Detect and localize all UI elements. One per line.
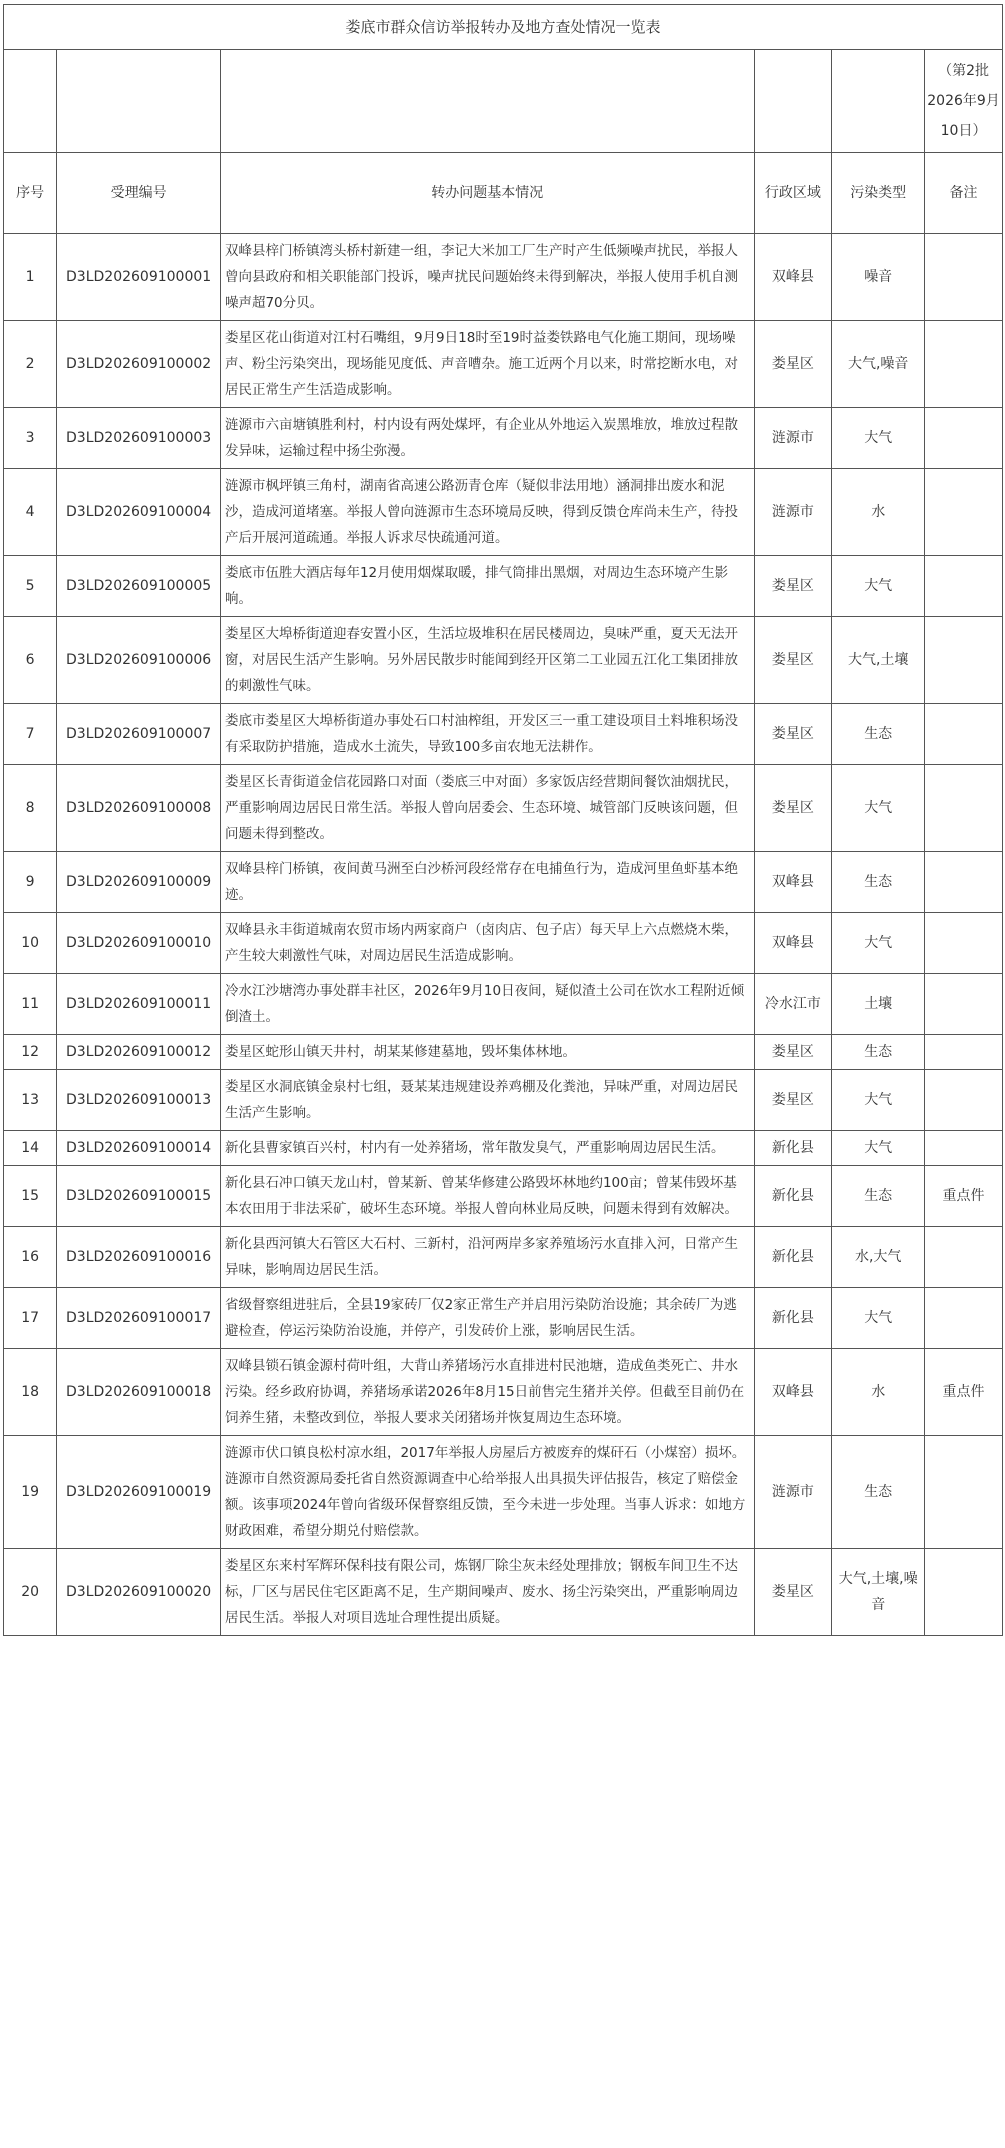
cell-desc: 娄星区东来村军辉环保科技有限公司，炼钢厂除尘灰未经处理排放；钢板车间卫生不达标，厂区与居民住宅区距离不足，生产期间噪声、废水、扬尘污染突出，严重影响周边居民生活。举报人对项目选址合理性提出质疑。 xyxy=(220,1549,754,1636)
cell-region: 冷水江市 xyxy=(754,974,832,1035)
cell-desc: 双峰县永丰街道城南农贸市场内两家商户（卤肉店、包子店）每天早上六点燃烧木柴，产生较大刺激性气味，对周边居民生活造成影响。 xyxy=(220,913,754,974)
cell-remark xyxy=(925,1035,1003,1070)
cell-desc: 涟源市枫坪镇三角村，湖南省高速公路沥青仓库（疑似非法用地）涵洞排出废水和泥沙，造成河道堵塞。举报人曾向涟源市生态环境局反映，得到反馈仓库尚未生产，待投产后开展河道疏通。举报人诉求尽快疏通河道。 xyxy=(220,469,754,556)
table-row xyxy=(4,1436,1003,1549)
cell-code: D3LD202609100014 xyxy=(57,1131,221,1166)
cell-code: D3LD202609100003 xyxy=(57,408,221,469)
cell-code: D3LD202609100006 xyxy=(57,617,221,704)
cell-type: 大气 xyxy=(832,913,925,974)
cell-code: D3LD202609100010 xyxy=(57,913,221,974)
header-remark: 备注 xyxy=(925,153,1003,234)
cell-remark xyxy=(925,852,1003,913)
header-region: 行政区域 xyxy=(754,153,832,234)
cell-no: 16 xyxy=(4,1227,57,1288)
cell-remark xyxy=(925,704,1003,765)
blank-cell xyxy=(57,50,221,153)
cell-no: 11 xyxy=(4,974,57,1035)
cell-type: 生态 xyxy=(832,1166,925,1227)
cell-remark xyxy=(925,1070,1003,1131)
cell-region: 娄星区 xyxy=(754,1549,832,1636)
cell-region: 新化县 xyxy=(754,1288,832,1349)
cell-desc: 双峰县锁石镇金源村荷叶组，大背山养猪场污水直排进村民池塘，造成鱼类死亡、井水污染。经乡政府协调，养猪场承诺2026年8月15日前售完生猪并关停。但截至目前仍在饲养生猪，未整改到位，举报人要求关闭猪场并恢复周边生态环境。 xyxy=(220,1349,754,1436)
header-type: 污染类型 xyxy=(832,153,925,234)
cell-code: D3LD202609100009 xyxy=(57,852,221,913)
cell-remark xyxy=(925,765,1003,852)
table-row xyxy=(4,408,1003,469)
table-row xyxy=(4,1288,1003,1349)
blank-cell xyxy=(832,50,925,153)
table-row xyxy=(4,1070,1003,1131)
cell-type: 大气,噪音 xyxy=(832,321,925,408)
cell-no: 19 xyxy=(4,1436,57,1549)
cell-type: 大气 xyxy=(832,408,925,469)
cell-region: 涟源市 xyxy=(754,1436,832,1549)
cell-desc: 新化县曹家镇百兴村，村内有一处养猪场，常年散发臭气，严重影响周边居民生活。 xyxy=(220,1131,754,1166)
cell-code: D3LD202609100005 xyxy=(57,556,221,617)
cell-code: D3LD202609100008 xyxy=(57,765,221,852)
cell-no: 10 xyxy=(4,913,57,974)
cell-type: 大气,土壤 xyxy=(832,617,925,704)
cell-type: 大气 xyxy=(832,1288,925,1349)
cell-code: D3LD202609100002 xyxy=(57,321,221,408)
cell-desc: 娄星区蛇形山镇天井村，胡某某修建墓地，毁坏集体林地。 xyxy=(220,1035,754,1070)
cell-no: 15 xyxy=(4,1166,57,1227)
cell-region: 娄星区 xyxy=(754,704,832,765)
cell-type: 生态 xyxy=(832,704,925,765)
cell-region: 双峰县 xyxy=(754,1349,832,1436)
cell-remark xyxy=(925,321,1003,408)
cell-type: 生态 xyxy=(832,1436,925,1549)
title-row xyxy=(4,5,1003,50)
cell-code: D3LD202609100020 xyxy=(57,1549,221,1636)
cell-no: 5 xyxy=(4,556,57,617)
cell-code: D3LD202609100007 xyxy=(57,704,221,765)
cell-remark: 重点件 xyxy=(925,1349,1003,1436)
cell-desc: 娄星区花山街道对江村石嘴组，9月9日18时至19时益娄铁路电气化施工期间，现场噪声、粉尘污染突出，现场能见度低、声音嘈杂。施工近两个月以来，时常挖断水电，对居民正常生产生活造成影响。 xyxy=(220,321,754,408)
cell-desc: 涟源市六亩塘镇胜利村，村内设有两处煤坪，有企业从外地运入炭黑堆放，堆放过程散发异味，运输过程中扬尘弥漫。 xyxy=(220,408,754,469)
cell-desc: 娄星区长青街道金信花园路口对面（娄底三中对面）多家饭店经营期间餐饮油烟扰民，严重影响周边居民日常生活。举报人曾向居委会、生态环境、城管部门反映该问题，但问题未得到整改。 xyxy=(220,765,754,852)
cell-type: 水,大气 xyxy=(832,1227,925,1288)
batch-note: （第2批2026年9月10日） xyxy=(925,50,1003,153)
cell-code: D3LD202609100011 xyxy=(57,974,221,1035)
cell-remark xyxy=(925,408,1003,469)
cell-remark xyxy=(925,617,1003,704)
cell-code: D3LD202609100018 xyxy=(57,1349,221,1436)
cell-no: 14 xyxy=(4,1131,57,1166)
cell-type: 水 xyxy=(832,1349,925,1436)
cell-code: D3LD202609100004 xyxy=(57,469,221,556)
header-no: 序号 xyxy=(4,153,57,234)
cell-remark xyxy=(925,1288,1003,1349)
cell-no: 13 xyxy=(4,1070,57,1131)
cell-region: 娄星区 xyxy=(754,1035,832,1070)
cell-no: 8 xyxy=(4,765,57,852)
table-row xyxy=(4,765,1003,852)
report-table-wrapper xyxy=(3,4,1003,1636)
cell-no: 3 xyxy=(4,408,57,469)
cell-no: 12 xyxy=(4,1035,57,1070)
table-row xyxy=(4,974,1003,1035)
cell-region: 双峰县 xyxy=(754,913,832,974)
cell-remark xyxy=(925,1436,1003,1549)
cell-remark xyxy=(925,1549,1003,1636)
table-row xyxy=(4,1227,1003,1288)
cell-no: 18 xyxy=(4,1349,57,1436)
cell-no: 20 xyxy=(4,1549,57,1636)
cell-type: 大气 xyxy=(832,1131,925,1166)
cell-region: 娄星区 xyxy=(754,617,832,704)
cell-region: 娄星区 xyxy=(754,1070,832,1131)
cell-desc: 双峰县梓门桥镇湾头桥村新建一组，李记大米加工厂生产时产生低频噪声扰民，举报人曾向县政府和相关职能部门投诉，噪声扰民问题始终未得到解决，举报人使用手机自测噪声超70分贝。 xyxy=(220,234,754,321)
cell-desc: 娄底市娄星区大埠桥街道办事处石口村油榨组，开发区三一重工建设项目土料堆积场没有采取防护措施，造成水土流失，导致100多亩农地无法耕作。 xyxy=(220,704,754,765)
cell-region: 双峰县 xyxy=(754,852,832,913)
cell-code: D3LD202609100017 xyxy=(57,1288,221,1349)
table-row xyxy=(4,617,1003,704)
table-row xyxy=(4,234,1003,321)
table-row xyxy=(4,1166,1003,1227)
cell-desc: 省级督察组进驻后，全县19家砖厂仅2家正常生产并启用污染防治设施；其余砖厂为逃避检查，停运污染防治设施，并停产，引发砖价上涨，影响居民生活。 xyxy=(220,1288,754,1349)
cell-remark xyxy=(925,913,1003,974)
header-row xyxy=(4,153,1003,234)
cell-no: 9 xyxy=(4,852,57,913)
cell-type: 水 xyxy=(832,469,925,556)
table-row xyxy=(4,1035,1003,1070)
cell-desc: 新化县西河镇大石管区大石村、三新村，沿河两岸多家养殖场污水直排入河，日常产生异味，影响周边居民生活。 xyxy=(220,1227,754,1288)
cell-type: 大气,土壤,噪音 xyxy=(832,1549,925,1636)
cell-type: 生态 xyxy=(832,852,925,913)
cell-code: D3LD202609100015 xyxy=(57,1166,221,1227)
cell-remark: 重点件 xyxy=(925,1166,1003,1227)
cell-region: 新化县 xyxy=(754,1227,832,1288)
table-row xyxy=(4,852,1003,913)
cell-region: 涟源市 xyxy=(754,408,832,469)
cell-desc: 娄星区水洞底镇金泉村七组，聂某某违规建设养鸡棚及化粪池，异味严重，对周边居民生活产生影响。 xyxy=(220,1070,754,1131)
header-code: 受理编号 xyxy=(57,153,221,234)
table-row xyxy=(4,913,1003,974)
cell-remark xyxy=(925,234,1003,321)
cell-region: 娄星区 xyxy=(754,765,832,852)
cell-code: D3LD202609100001 xyxy=(57,234,221,321)
blank-cell xyxy=(4,50,57,153)
cell-type: 噪音 xyxy=(832,234,925,321)
cell-type: 大气 xyxy=(832,556,925,617)
table-row xyxy=(4,1349,1003,1436)
cell-desc: 双峰县梓门桥镇，夜间黄马洲至白沙桥河段经常存在电捕鱼行为，造成河里鱼虾基本绝迹。 xyxy=(220,852,754,913)
cell-region: 娄星区 xyxy=(754,321,832,408)
cell-region: 双峰县 xyxy=(754,234,832,321)
cell-remark xyxy=(925,974,1003,1035)
report-table xyxy=(3,4,1003,1636)
cell-desc: 娄底市伍胜大酒店每年12月使用烟煤取暖，排气筒排出黑烟，对周边生态环境产生影响。 xyxy=(220,556,754,617)
cell-code: D3LD202609100012 xyxy=(57,1035,221,1070)
cell-remark xyxy=(925,1131,1003,1166)
blank-cell xyxy=(754,50,832,153)
header-desc: 转办问题基本情况 xyxy=(220,153,754,234)
cell-no: 1 xyxy=(4,234,57,321)
cell-type: 生态 xyxy=(832,1035,925,1070)
cell-no: 2 xyxy=(4,321,57,408)
cell-remark xyxy=(925,469,1003,556)
batch-row xyxy=(4,50,1003,153)
cell-code: D3LD202609100019 xyxy=(57,1436,221,1549)
cell-type: 大气 xyxy=(832,1070,925,1131)
cell-region: 娄星区 xyxy=(754,556,832,617)
cell-code: D3LD202609100013 xyxy=(57,1070,221,1131)
table-row xyxy=(4,556,1003,617)
table-row xyxy=(4,1131,1003,1166)
table-row xyxy=(4,321,1003,408)
table-title: 娄底市群众信访举报转办及地方查处情况一览表 xyxy=(4,5,1003,50)
cell-remark xyxy=(925,556,1003,617)
cell-type: 土壤 xyxy=(832,974,925,1035)
cell-desc: 新化县石冲口镇天龙山村，曾某新、曾某华修建公路毁坏林地约100亩；曾某伟毁坏基本农田用于非法采矿，破坏生态环境。举报人曾向林业局反映，问题未得到有效解决。 xyxy=(220,1166,754,1227)
table-row xyxy=(4,704,1003,765)
cell-desc: 冷水江沙塘湾办事处群丰社区，2026年9月10日夜间，疑似渣土公司在饮水工程附近倾倒渣土。 xyxy=(220,974,754,1035)
cell-remark xyxy=(925,1227,1003,1288)
cell-no: 7 xyxy=(4,704,57,765)
table-row xyxy=(4,1549,1003,1636)
cell-no: 4 xyxy=(4,469,57,556)
cell-type: 大气 xyxy=(832,765,925,852)
blank-cell xyxy=(220,50,754,153)
cell-region: 涟源市 xyxy=(754,469,832,556)
cell-region: 新化县 xyxy=(754,1131,832,1166)
cell-desc: 娄星区大埠桥街道迎春安置小区，生活垃圾堆积在居民楼周边，臭味严重，夏天无法开窗，对居民生活产生影响。另外居民散步时能闻到经开区第二工业园五江化工集团排放的刺激性气味。 xyxy=(220,617,754,704)
cell-no: 17 xyxy=(4,1288,57,1349)
cell-desc: 涟源市伏口镇良松村凉水组，2017年举报人房屋后方被废弃的煤矸石（小煤窑）损坏。涟源市自然资源局委托省自然资源调查中心给举报人出具损失评估报告，核定了赔偿金额。该事项2024年曾向省级环保督察组反馈，至今未进一步处理。当事人诉求：如地方财政困难，希望分期兑付赔偿款。 xyxy=(220,1436,754,1549)
cell-no: 6 xyxy=(4,617,57,704)
table-row xyxy=(4,469,1003,556)
cell-region: 新化县 xyxy=(754,1166,832,1227)
cell-code: D3LD202609100016 xyxy=(57,1227,221,1288)
